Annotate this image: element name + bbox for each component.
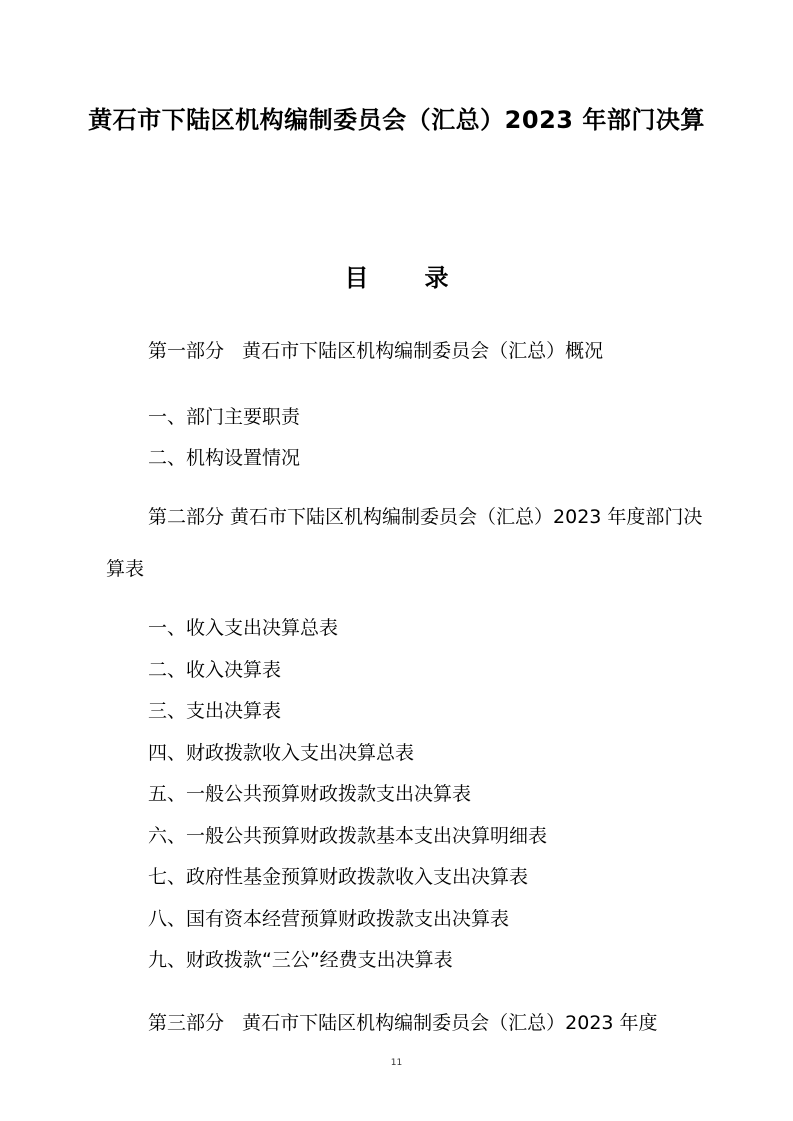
part1-label: 第一部分	[148, 340, 225, 362]
toc-item[interactable]: 一、部门主要职责	[148, 406, 301, 428]
page-number: 11	[390, 1058, 403, 1068]
toc-item[interactable]: 一、收入支出决算总表	[148, 617, 339, 639]
document-title: 黄石市下陆区机构编制委员会（汇总）2023 年部门决算	[88, 106, 705, 134]
part3-text: 黄石市下陆区机构编制委员会（汇总）2023 年度	[242, 1012, 658, 1034]
part1-text: 黄石市下陆区机构编制委员会（汇总）概况	[242, 340, 604, 362]
toc-item[interactable]: 七、政府性基金预算财政拨款收入支出决算表	[148, 866, 529, 888]
toc-heading-left: 目	[344, 264, 369, 292]
part2-heading[interactable]: 第二部分 黄石市下陆区机构编制委员会（汇总）2023 年度部门决算表	[106, 506, 703, 580]
toc-item[interactable]: 九、财政拨款“三公”经费支出决算表	[148, 949, 453, 971]
part3-label: 第三部分	[148, 1012, 225, 1034]
part1-heading[interactable]	[148, 336, 603, 363]
toc-heading	[0, 258, 793, 293]
toc-item[interactable]: 二、收入决算表	[148, 659, 282, 681]
toc-item[interactable]: 三、支出决算表	[148, 700, 282, 722]
toc-item[interactable]: 四、财政拨款收入支出决算总表	[148, 742, 415, 764]
toc-heading-right: 录	[424, 264, 449, 292]
part3-heading[interactable]	[148, 1008, 658, 1035]
toc-item[interactable]: 二、机构设置情况	[148, 447, 301, 469]
toc-item[interactable]: 六、一般公共预算财政拨款基本支出决算明细表	[148, 825, 548, 847]
toc-item[interactable]: 五、一般公共预算财政拨款支出决算表	[148, 783, 472, 805]
toc-item[interactable]: 八、国有资本经营预算财政拨款支出决算表	[148, 908, 510, 930]
